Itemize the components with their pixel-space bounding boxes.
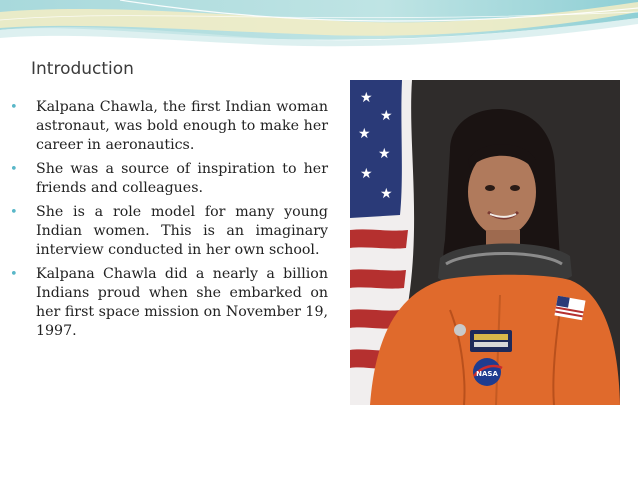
list-item — [10, 203, 328, 260]
slide-title: Introduction — [31, 59, 134, 79]
svg-text:★: ★ — [358, 126, 371, 142]
bullet-dot-icon: • — [10, 162, 18, 177]
bullet-dot-icon: • — [10, 267, 18, 282]
svg-text:★: ★ — [360, 166, 373, 182]
face-icon — [468, 144, 536, 236]
name-badge-icon — [470, 330, 512, 352]
bullet-text: Kalpana Chawla, the first Indian woman astronaut, was bold enough to make her career in aeronautics. — [36, 99, 328, 153]
svg-text:★: ★ — [360, 90, 373, 106]
list-item — [10, 265, 328, 341]
nasa-insignia-text: NASA — [476, 370, 498, 378]
bullet-list — [10, 98, 328, 346]
list-item — [10, 98, 328, 155]
portrait-illustration — [350, 80, 620, 405]
svg-text:★: ★ — [378, 146, 391, 162]
bullet-text: She is a role model for many young Indian women. This is an imaginary interview conducted in her own school. — [36, 204, 328, 258]
bullet-text: Kalpana Chawla did a nearly a billion Indians proud when she embarked on her first space mission on November 19, 1997. — [36, 266, 328, 339]
bullet-dot-icon: • — [10, 205, 18, 220]
astronaut-portrait — [350, 80, 620, 405]
bullet-text: She was a source of inspiration to her friends and colleagues. — [36, 161, 328, 196]
svg-text:★: ★ — [380, 108, 393, 124]
list-item — [10, 160, 328, 198]
decorative-wave-header — [0, 0, 638, 56]
svg-text:★: ★ — [380, 186, 393, 202]
bullet-dot-icon: • — [10, 100, 18, 115]
